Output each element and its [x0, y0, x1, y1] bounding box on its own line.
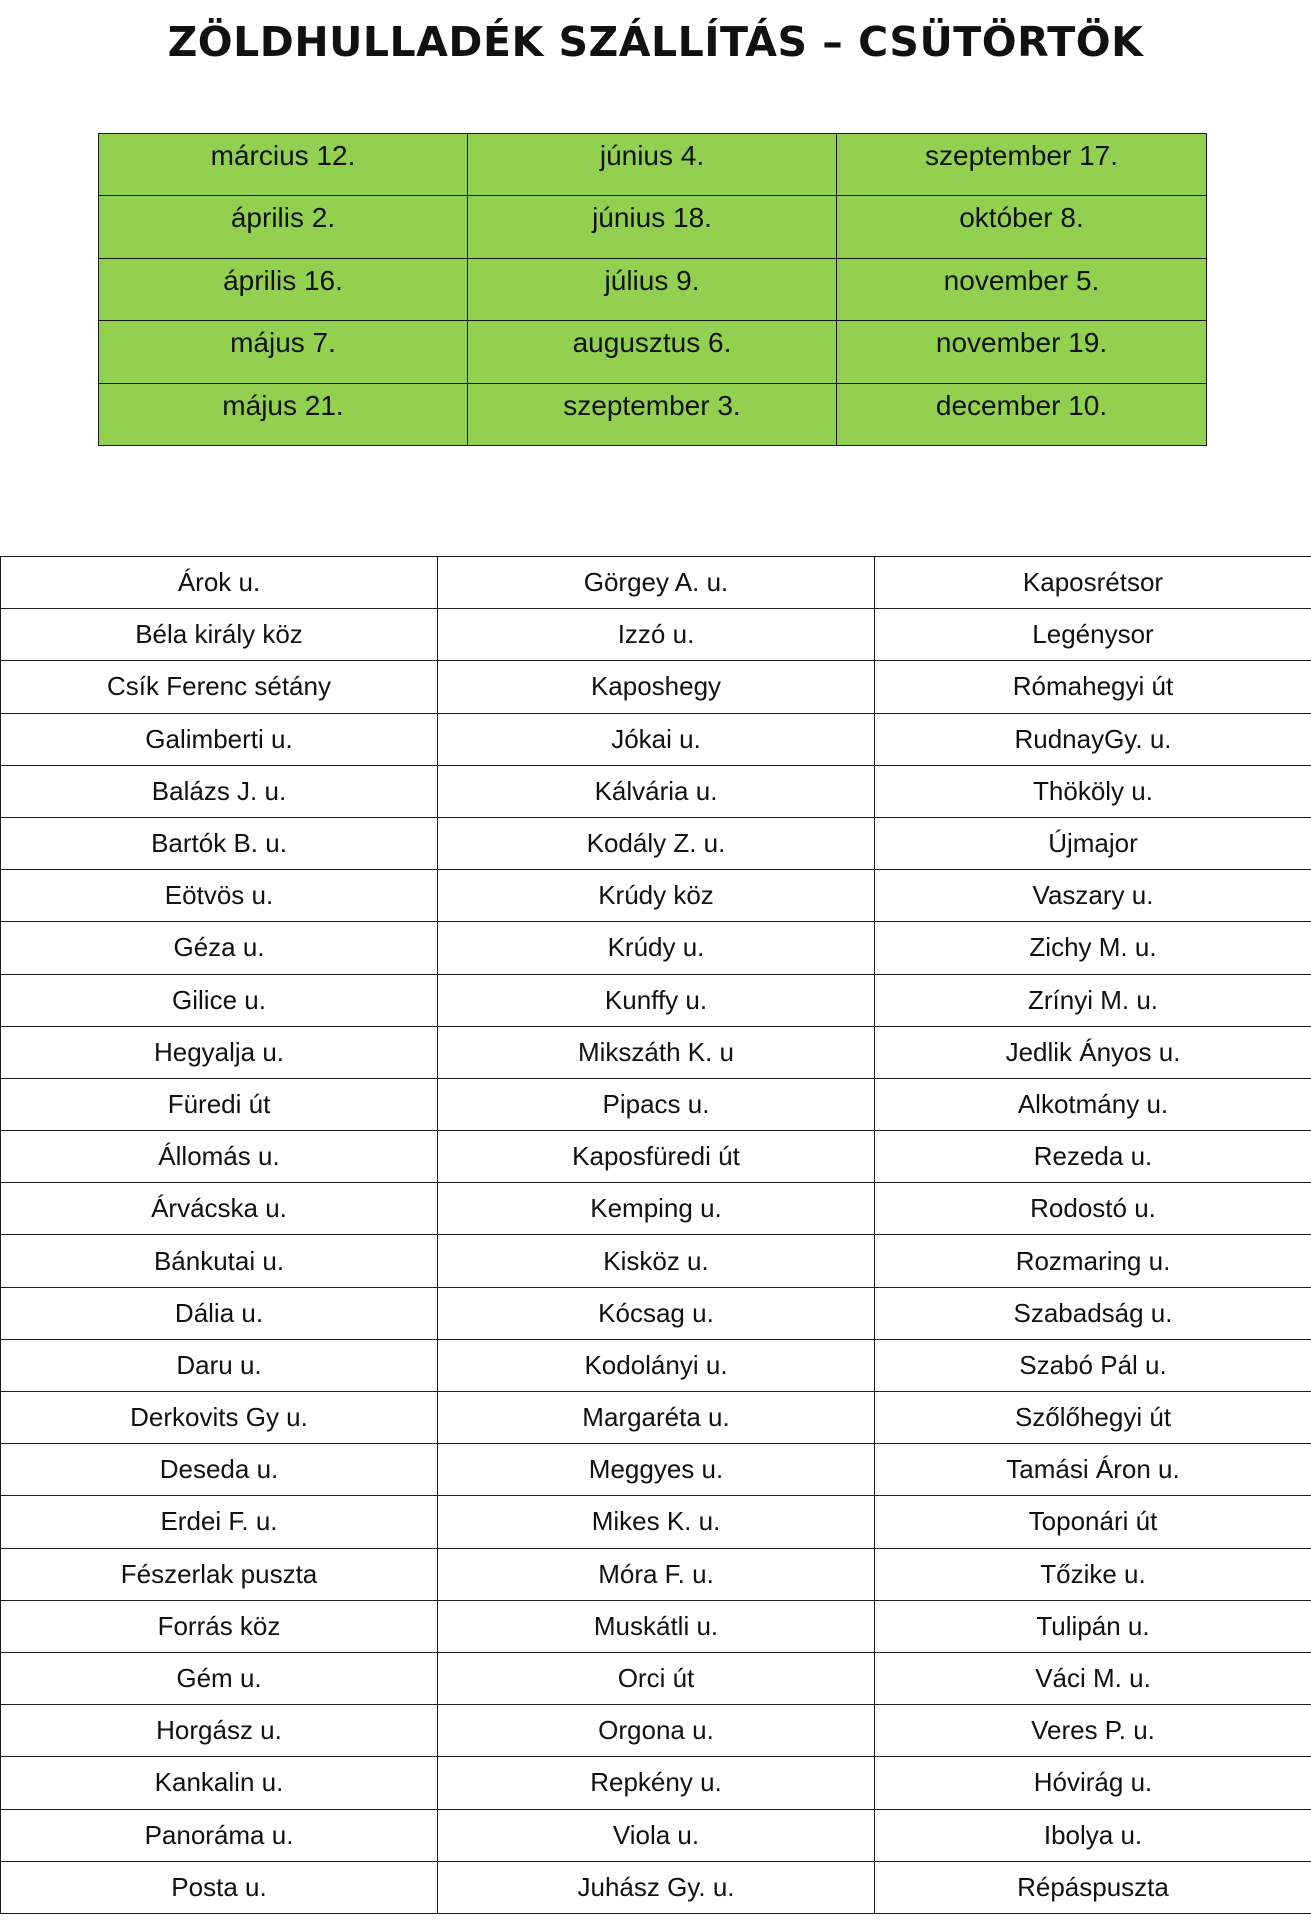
street-cell: Muskátli u. — [438, 1600, 875, 1652]
street-cell: Szabó Pál u. — [875, 1339, 1311, 1391]
street-cell: Krúdy u. — [438, 922, 875, 974]
street-cell: Kunffy u. — [438, 974, 875, 1026]
street-cell: Újmajor — [875, 817, 1311, 869]
date-cell: április 16. — [99, 258, 468, 320]
date-cell: november 19. — [837, 321, 1207, 383]
street-cell: Rodostó u. — [875, 1183, 1311, 1235]
street-cell: Orgona u. — [438, 1705, 875, 1757]
street-row — [1, 1235, 1311, 1287]
street-cell: Horgász u. — [1, 1705, 438, 1757]
street-row — [1, 1287, 1311, 1339]
street-cell: Zichy M. u. — [875, 922, 1311, 974]
street-cell: Mikszáth K. u — [438, 1026, 875, 1078]
street-cell: Viola u. — [438, 1809, 875, 1861]
street-cell: Szőlőhegyi út — [875, 1392, 1311, 1444]
street-cell: Galimberti u. — [1, 713, 438, 765]
street-cell: Juhász Gy. u. — [438, 1861, 875, 1913]
street-cell: Panoráma u. — [1, 1809, 438, 1861]
street-row — [1, 1392, 1311, 1444]
street-row — [1, 765, 1311, 817]
street-cell: Kodolányi u. — [438, 1339, 875, 1391]
street-cell: Kócsag u. — [438, 1287, 875, 1339]
date-cell: november 5. — [837, 258, 1207, 320]
street-cell: Géza u. — [1, 922, 438, 974]
street-cell: Mikes K. u. — [438, 1496, 875, 1548]
page-title: ZÖLDHULLADÉK SZÁLLÍTÁS – CSÜTÖRTÖK — [167, 18, 1144, 66]
street-cell: Derkovits Gy u. — [1, 1392, 438, 1444]
street-cell: Balázs J. u. — [1, 765, 438, 817]
street-cell: Tulipán u. — [875, 1600, 1311, 1652]
street-cell: Állomás u. — [1, 1131, 438, 1183]
street-cell: Kaposrétsor — [875, 557, 1311, 609]
street-cell: Szabadság u. — [875, 1287, 1311, 1339]
street-row — [1, 1600, 1311, 1652]
street-row — [1, 661, 1311, 713]
street-cell: Pipacs u. — [438, 1078, 875, 1130]
street-row — [1, 1078, 1311, 1130]
street-cell: Hóvirág u. — [875, 1757, 1311, 1809]
street-cell: RudnayGy. u. — [875, 713, 1311, 765]
street-cell: Kálvária u. — [438, 765, 875, 817]
street-cell: Csík Ferenc sétány — [1, 661, 438, 713]
street-cell: Alkotmány u. — [875, 1078, 1311, 1130]
street-row — [1, 1131, 1311, 1183]
street-cell: Toponári út — [875, 1496, 1311, 1548]
street-cell: Zrínyi M. u. — [875, 974, 1311, 1026]
date-cell: május 21. — [99, 383, 468, 445]
collection-dates-table — [98, 133, 1207, 446]
street-row — [1, 1026, 1311, 1078]
street-cell: Meggyes u. — [438, 1444, 875, 1496]
street-cell: Hegyalja u. — [1, 1026, 438, 1078]
street-cell: Bartók B. u. — [1, 817, 438, 869]
date-cell: július 9. — [468, 258, 837, 320]
street-row — [1, 974, 1311, 1026]
street-cell: Deseda u. — [1, 1444, 438, 1496]
street-cell: Gilice u. — [1, 974, 438, 1026]
date-cell: június 18. — [468, 196, 837, 258]
street-row — [1, 1444, 1311, 1496]
street-cell: Váci M. u. — [875, 1652, 1311, 1704]
street-cell: Krúdy köz — [438, 870, 875, 922]
date-row — [99, 258, 1207, 320]
date-cell: szeptember 17. — [837, 134, 1207, 196]
collection-dates-body — [99, 134, 1207, 446]
street-cell: Margaréta u. — [438, 1392, 875, 1444]
street-cell: Rezeda u. — [875, 1131, 1311, 1183]
street-cell: Kisköz u. — [438, 1235, 875, 1287]
street-cell: Veres P. u. — [875, 1705, 1311, 1757]
street-row — [1, 1183, 1311, 1235]
street-cell: Jókai u. — [438, 713, 875, 765]
street-cell: Ibolya u. — [875, 1809, 1311, 1861]
street-cell: Kaposhegy — [438, 661, 875, 713]
street-cell: Rozmaring u. — [875, 1235, 1311, 1287]
street-cell: Posta u. — [1, 1861, 438, 1913]
street-row — [1, 1652, 1311, 1704]
street-cell: Bánkutai u. — [1, 1235, 438, 1287]
streets-body — [1, 557, 1311, 1914]
street-cell: Rómahegyi út — [875, 661, 1311, 713]
street-cell: Jedlik Ányos u. — [875, 1026, 1311, 1078]
street-row — [1, 713, 1311, 765]
street-cell: Árvácska u. — [1, 1183, 438, 1235]
date-row — [99, 134, 1207, 196]
street-row — [1, 870, 1311, 922]
street-row — [1, 557, 1311, 609]
street-cell: Tamási Áron u. — [875, 1444, 1311, 1496]
date-cell: március 12. — [99, 134, 468, 196]
street-row — [1, 1496, 1311, 1548]
street-cell: Füredi út — [1, 1078, 438, 1130]
date-cell: december 10. — [837, 383, 1207, 445]
street-cell: Béla király köz — [1, 609, 438, 661]
street-row — [1, 1705, 1311, 1757]
date-cell: szeptember 3. — [468, 383, 837, 445]
date-cell: augusztus 6. — [468, 321, 837, 383]
date-row — [99, 196, 1207, 258]
street-cell: Fészerlak puszta — [1, 1548, 438, 1600]
date-row — [99, 321, 1207, 383]
date-cell: április 2. — [99, 196, 468, 258]
street-cell: Kaposfüredi út — [438, 1131, 875, 1183]
date-cell: május 7. — [99, 321, 468, 383]
streets-table — [0, 556, 1311, 1914]
street-row — [1, 1861, 1311, 1913]
street-row — [1, 922, 1311, 974]
street-row — [1, 1757, 1311, 1809]
street-cell: Árok u. — [1, 557, 438, 609]
street-cell: Görgey A. u. — [438, 557, 875, 609]
date-row — [99, 383, 1207, 445]
street-cell: Kodály Z. u. — [438, 817, 875, 869]
street-row — [1, 1548, 1311, 1600]
street-cell: Eötvös u. — [1, 870, 438, 922]
street-cell: Kankalin u. — [1, 1757, 438, 1809]
street-cell: Tőzike u. — [875, 1548, 1311, 1600]
street-cell: Erdei F. u. — [1, 1496, 438, 1548]
street-cell: Orci út — [438, 1652, 875, 1704]
date-cell: október 8. — [837, 196, 1207, 258]
street-cell: Izzó u. — [438, 609, 875, 661]
street-cell: Dália u. — [1, 1287, 438, 1339]
street-cell: Répáspuszta — [875, 1861, 1311, 1913]
street-cell: Forrás köz — [1, 1600, 438, 1652]
street-cell: Kemping u. — [438, 1183, 875, 1235]
street-row — [1, 1339, 1311, 1391]
street-cell: Daru u. — [1, 1339, 438, 1391]
street-cell: Thököly u. — [875, 765, 1311, 817]
street-cell: Repkény u. — [438, 1757, 875, 1809]
street-cell: Vaszary u. — [875, 870, 1311, 922]
street-row — [1, 609, 1311, 661]
street-cell: Móra F. u. — [438, 1548, 875, 1600]
date-cell: június 4. — [468, 134, 837, 196]
street-cell: Legénysor — [875, 609, 1311, 661]
street-row — [1, 817, 1311, 869]
street-row — [1, 1809, 1311, 1861]
street-cell: Gém u. — [1, 1652, 438, 1704]
